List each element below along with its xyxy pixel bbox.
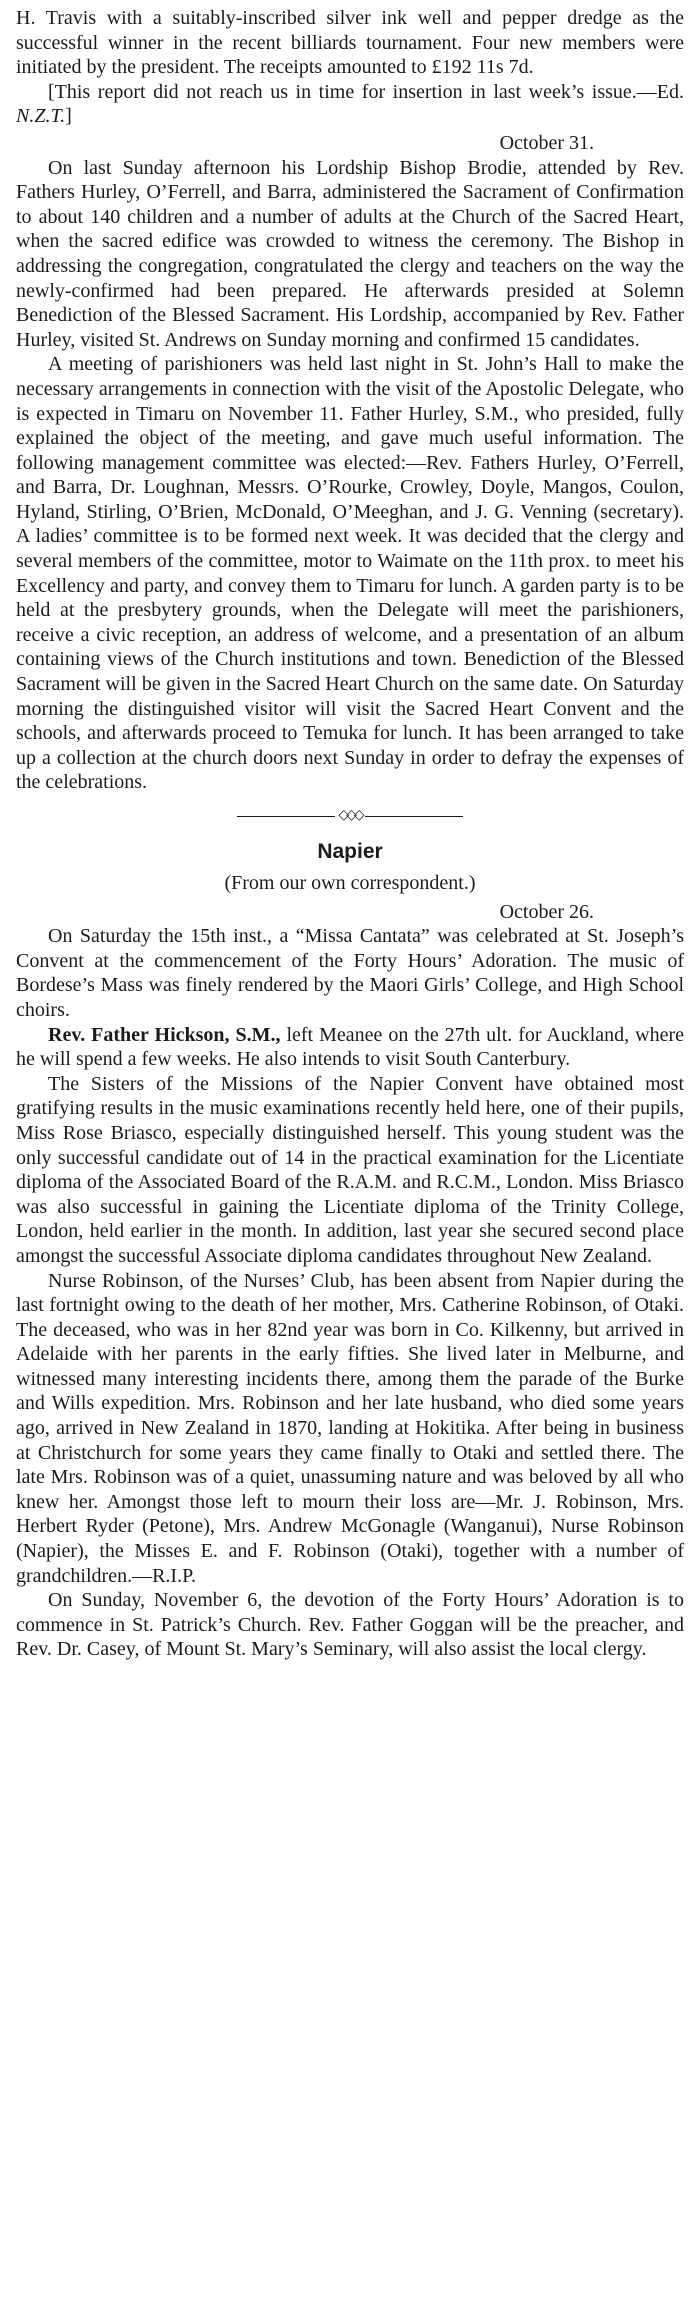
missa-cantata-paragraph: On Saturday the 15th inst., a “Missa Cantata” was celebrated at St. Joseph’s Convent at the commencement of the Forty Hours’ Adoration. The music of Bordese’s Mass was finely rendered by the Maori Girls’ College, and High School choirs. — [16, 925, 684, 1021]
editor-note-journal: N.Z.T. — [16, 105, 66, 128]
father-hickson-paragraph — [16, 1023, 684, 1072]
editor-note — [16, 80, 684, 129]
section-divider — [16, 808, 684, 823]
divider-rule-left — [237, 816, 335, 817]
obituary-paragraph: Nurse Robinson, of the Nurses’ Club, has been absent from Napier during the last fortnight owing to the death of her mother, Mrs. Catherine Robinson, of Otaki. The deceased, who was in her 82nd year was born in Co. Kilkenny, but arrived in Adelaide with her parents in the early fifties. She lived later in Melburne, and witnessed many interesting incidents there, among them the parade of the Burke and Wills expedition. Mrs. Robinson and her late husband, who died some years ago, arrived in New Zealand in 1870, landing at Hokitika. After being in business at Christchurch for some years they came finally to Otaki and settled there. The late Mrs. Robinson was of a quiet, unassuming nature and was beloved by all who knew her. Amongst those left to mourn their loss are—Mr. J. Robinson, Mrs. Herbert Ryder (Petone), Mrs. Andrew McGonagle (Wanganui), Nurse Robinson (Napier), the Misses E. and F. Robinson (Otaki), together with a number of grandchildren.—R.I.P. — [16, 1269, 684, 1587]
music-examinations-paragraph: The Sisters of the Missions of the Napier Convent have obtained most gratifying results in the music examinations recently held here, one of their pupils, Miss Rose Briasco, especially distinguished herself. This young student was the only successful candidate out of 14 in the practical examination for the Licentiate diploma of the Associated Board of the R.A.M. and R.C.M., London. Miss Briasco was also successful in gaining the Licentiate diploma of the Trinity College, London, held earlier in the month. In addition, last year she secured second place amongst the successful Associate diploma candidates throughout New Zealand. — [16, 1072, 684, 1267]
timaru-continuation: H. Travis with a suitably-inscribed silver ink well and pepper dredge as the successful winner in the recent billiards tournament. Four new members were initiated by the president. The receipts amounted to £192 11s 7d. — [16, 7, 684, 79]
divider-rule-right — [365, 816, 463, 817]
editor-note-prefix: [This report did not reach us in time for insertion in last week’s issue.—Ed. — [48, 80, 684, 103]
correspondent-byline: (From our own correspondent.) — [224, 872, 476, 894]
father-hickson-text: left Meanee on the 27th ult. for Auckland, where he will spend a few weeks. He also intends to visit South Canterbury. — [16, 1023, 684, 1071]
delegate-visit-paragraph: A meeting of parishioners was held last night in St. John’s Hall to make the necessary arrangements in connection with the visit of the Apostolic Delegate, who is expected in Timaru on November 11. Father Hurley, S.M., who presided, fully explained the object of the meeting, and gave much useful information. The following management committee was elected:—Rev. Fathers Hurley, O’Ferrell, and Barra, Dr. Loughnan, Messrs. O’Rourke, Crowley, Doyle, Mangos, Coulon, Hyland, Stirling, O’Brien, McDonald, O’Meeghan, and J. G. Venning (secretary). A ladies’ committee is to be formed next week. It was decided that the clergy and several members of the committee, motor to Waimate on the 11th prox. to meet his Excellency and party, and convey them to Timaru for lunch. A garden party is to be held at the presbytery grounds, when the Delegate will meet the parishioners, receive a civic reception, an address of welcome, and a presentation of an album containing views of the Church institutions and town. Benediction of the Blessed Sacrament will be given in the Sacred Heart Church on the same date. On Saturday morning the distinguished visitor will visit the Sacred Heart Convent and the schools, and afterwards proceed to Temuka for lunch. It has been arranged to take up a collection at the church doors next Sunday in order to defray the expenses of the celebrations. — [16, 353, 684, 794]
father-hickson-name: Rev. Father Hickson, S.M., — [48, 1023, 281, 1046]
divider-ornament: ◇◇◇ — [338, 808, 362, 823]
timaru-dateline: October 31. — [499, 131, 594, 154]
napier-dateline: October 26. — [499, 900, 594, 923]
confirmation-paragraph: On last Sunday afternoon his Lordship Bishop Brodie, attended by Rev. Fathers Hurley, O’Ferrell, and Barra, administered the Sacrament of Confirmation to about 140 children and a number of adults at the Church of the Sacred Heart, when the sacred edifice was crowded to witness the ceremony. The Bishop in addressing the congregation, congratulated the clergy and teachers on the way the newly-confirmed had been prepared. He afterwards presided at Solemn Benediction of the Blessed Sacrament. His Lordship, accompanied by Rev. Father Hurley, visited St. Andrews on Sunday morning and confirmed 15 candidates. — [16, 156, 684, 351]
section-heading-napier: Napier — [317, 840, 383, 863]
forty-hours-paragraph: On Sunday, November 6, the devotion of the Forty Hours’ Adoration is to commence in St. Patrick’s Church. Rev. Father Goggan will be the preacher, and Rev. Dr. Casey, of Mount St. Mary’s Seminary, will also assist the local clergy. — [16, 1589, 684, 1661]
editor-note-suffix: ] — [65, 105, 72, 128]
